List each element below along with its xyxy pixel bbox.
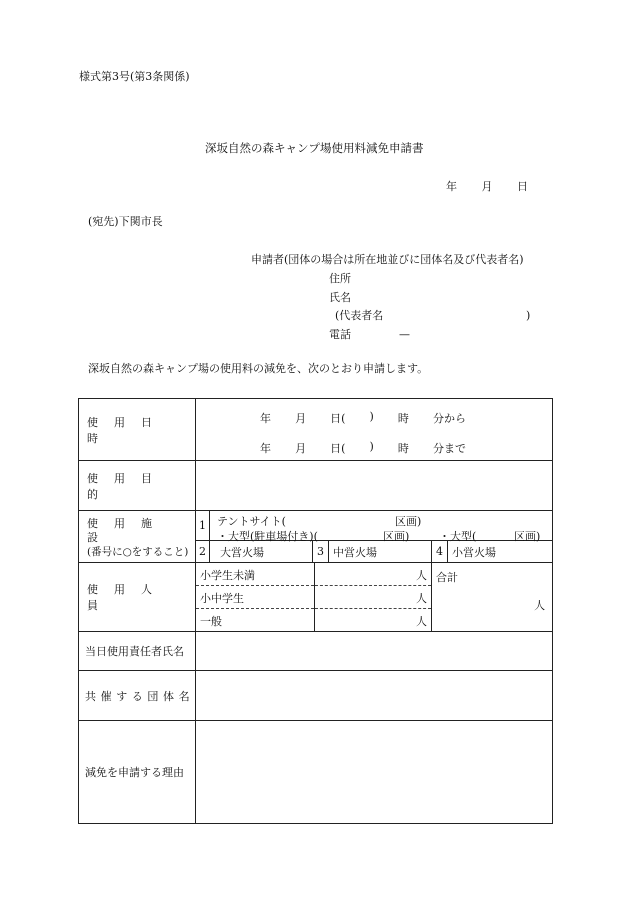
users-total-unit: 人 [534,599,546,612]
addressee: (宛先)下関市長 [88,215,163,228]
facility-number-1[interactable] [196,511,210,541]
from-hour: 時 [397,412,409,425]
address-label: 住所 [329,272,351,285]
to-day: 日( [330,442,346,455]
users-category-column [196,563,315,631]
count-general-unit: 人 [416,615,427,628]
facility-number-2[interactable] [196,541,210,563]
medium-campfire-label: 中営火場 [333,545,377,559]
co-host-label-cell [79,671,196,721]
medium-campfire-cell [329,541,432,563]
tent-site-line [217,513,557,526]
application-statement: 深坂自然の森キャンプ場の使用料の減免を、次のとおり申請します。 [88,362,429,375]
users-total-label: 合計 [436,571,458,584]
count-preschool-unit: 人 [416,569,427,582]
tent-site-field[interactable] [210,511,553,541]
purpose-row [79,461,553,511]
large-parking-label: ・大型(駐車場付き)( [217,530,318,543]
reason-field[interactable] [196,721,553,824]
usage-date-from [260,410,466,426]
facility-number-1-text: 1 [199,519,206,532]
date-line [446,181,528,192]
usage-date-label [87,414,190,446]
purpose-label-cell [79,461,196,511]
category-preschool: 小学生未満 [196,563,314,586]
facility-number-4-text: 4 [436,545,443,558]
users-count-column [315,563,431,631]
count-general[interactable] [315,609,431,631]
date-day: 日 [517,180,528,193]
facility-label: 使用施設 [87,517,168,544]
users-row [79,563,553,632]
to-minute: 分まで [432,442,466,455]
users-total-field[interactable] [432,563,553,632]
usage-date-label-cell [79,399,196,461]
users-breakdown [196,563,432,632]
to-hour: 時 [397,442,409,455]
representative-label: (代表者名 [335,309,384,322]
tent-site-label: テントサイト( [217,515,286,528]
document-title: 深坂自然の森キャンプ場使用料減免申請書 [205,141,424,155]
facility-number-3-text: 3 [317,545,324,558]
co-host-label: 共催する団体名 [85,689,195,703]
users-label-cell [79,563,196,632]
phone-label: 電話 [329,328,351,341]
reason-row [79,721,553,824]
from-day: 日( [330,412,346,425]
facility-number-2-text: 2 [199,545,206,558]
large-campfire-cell [210,541,313,563]
from-month: 月 [295,412,307,425]
users-label: 使用人員 [87,583,168,612]
small-campfire-label: 小営火場 [452,545,496,559]
count-student[interactable] [315,586,431,609]
reason-label: 減免を申請する理由 [85,766,184,779]
purpose-label: 使用目的 [87,471,168,501]
purpose-field[interactable] [196,461,553,511]
from-year: 年 [260,412,271,425]
reason-label-cell [79,721,196,824]
facility-row-1 [79,511,553,541]
category-student: 小中学生 [196,586,314,609]
responsible-label: 当日使用責任者氏名 [85,645,184,658]
count-student-unit: 人 [416,592,427,605]
co-host-field[interactable] [196,671,553,721]
date-year: 年 [446,180,457,193]
to-year: 年 [260,442,271,455]
representative-close: ) [526,309,531,322]
applicant-heading: 申請者(団体の場合は所在地並びに団体名及び代表者名) [251,253,524,266]
facility-label-cell [79,511,196,563]
form-number: 様式第3号(第3条関係) [79,70,190,83]
date-month: 月 [481,180,493,193]
name-label: 氏名 [329,291,351,304]
usage-date-field[interactable] [196,399,553,461]
from-weekday-close: ) [369,410,374,423]
facility-label-note: (番号に○をすること) [87,546,189,558]
usage-date-label-chars: 使用日時 [87,415,168,445]
usage-date-to [260,440,466,456]
large-section: 区画) [514,530,541,543]
phone-dash: — [399,328,410,341]
responsible-field[interactable] [196,632,553,671]
large-site-line [217,528,562,541]
responsible-label-cell [79,632,196,671]
large-parking-section: 区画) [383,530,410,543]
large-label: ・大型( [439,530,477,543]
facility-number-3[interactable] [313,541,329,563]
co-host-row [79,671,553,721]
from-minute: 分から [432,412,466,425]
to-weekday-close: ) [369,440,374,453]
category-general: 一般 [200,615,222,628]
count-preschool[interactable] [315,563,431,586]
to-month: 月 [295,442,307,455]
responsible-row [79,632,553,671]
tent-site-section: 区画) [395,515,422,528]
large-campfire-label: 大営火場 [220,545,264,559]
usage-date-row [79,399,553,461]
application-form-table [78,398,553,824]
